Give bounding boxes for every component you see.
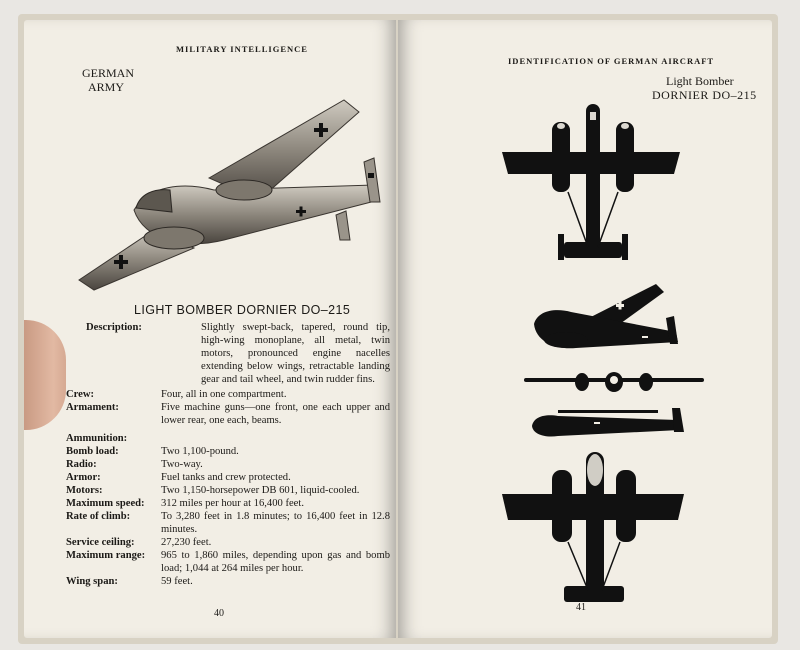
section-label-line-2: ARMY (88, 80, 125, 94)
spec-row-bomb-load (66, 445, 396, 458)
spec-value: 27,230 feet. (161, 537, 212, 548)
left-page (24, 20, 396, 638)
spec-value: Five machine guns—one front, one each upper and lower rear, one each, beams. (161, 402, 390, 426)
spec-value: Two-way. (161, 459, 203, 470)
silhouette-bottom-view (498, 450, 688, 608)
thumb (24, 320, 66, 430)
spec-value: To 3,280 feet in 1.8 minutes; to 16,400 feet in 12.8 minutes. (161, 511, 390, 535)
spec-label: Motors: (66, 485, 103, 496)
spec-row-motors (66, 484, 396, 497)
silhouette-top-view (496, 102, 686, 262)
spec-label: Radio: (66, 459, 97, 470)
spec-label: Crew: (66, 389, 95, 400)
running-head-left: MILITARY INTELLIGENCE (176, 44, 308, 54)
spec-label: Maximum speed: (66, 498, 145, 509)
spec-value: Four, all in one compartment. (161, 389, 287, 400)
spec-row-service-ceiling (66, 536, 396, 549)
spec-row-radio (66, 458, 396, 471)
spec-label: Wing span: (66, 576, 118, 587)
spec-value: Two 1,150-horsepower DB 601, liquid-cooled. (161, 485, 360, 496)
spec-label: Service ceiling: (66, 537, 135, 548)
spec-value: Fuel tanks and crew protected. (161, 472, 291, 483)
figure-caption: LIGHT BOMBER DORNIER DO–215 (134, 303, 351, 317)
spec-label: Armor: (66, 472, 101, 483)
spec-row-wing-span (66, 575, 396, 588)
silhouette-front-view (524, 368, 704, 398)
running-head-right: IDENTIFICATION OF GERMAN AIRCRAFT (508, 56, 715, 66)
spec-label: Maximum range: (66, 550, 146, 561)
spec-value: Slightly swept-back, tapered, round tip, high-wing monoplane, all metal, twin motors, pronounced engine nacelles extending below wings, retractable landing gear and tail wheel, and twin rudder fins. (201, 322, 390, 385)
silhouette-oblique-view (526, 282, 686, 362)
spec-row-armor (66, 471, 396, 484)
spec-row-armament (66, 401, 396, 427)
spec-row-crew (66, 388, 396, 401)
section-label-line-1: GERMAN (82, 66, 135, 80)
spec-table (66, 321, 396, 588)
page-number-right: 41 (576, 602, 586, 613)
spec-value: 965 to 1,860 miles, depending upon gas and bomb load; 1,044 at 264 miles per hour. (161, 550, 390, 574)
spec-value: Two 1,100-pound. (161, 446, 239, 457)
spec-row-ammunition (66, 432, 396, 445)
spec-row-description (66, 321, 396, 386)
silhouette-side-view (528, 404, 688, 444)
spec-label: Description: (86, 322, 142, 333)
page-number-left: 40 (214, 608, 224, 619)
spec-row-maximum-speed (66, 497, 396, 510)
open-book (18, 14, 778, 644)
spec-label: Ammunition: (66, 433, 128, 444)
aircraft-illustration (74, 90, 384, 300)
spec-value (161, 432, 396, 445)
page-title-line-1: Light Bomber (666, 74, 734, 88)
spec-value: 59 feet. (161, 576, 193, 587)
page-title-line-2: DORNIER DO–215 (652, 88, 757, 102)
spec-row-rate-of-climb (66, 510, 396, 536)
right-page (398, 20, 772, 638)
spec-label: Armament: (66, 402, 119, 413)
spec-label: Rate of climb: (66, 511, 131, 522)
spec-row-maximum-range (66, 549, 396, 575)
spec-label: Bomb load: (66, 446, 119, 457)
spec-value: 312 miles per hour at 16,400 feet. (161, 498, 304, 509)
